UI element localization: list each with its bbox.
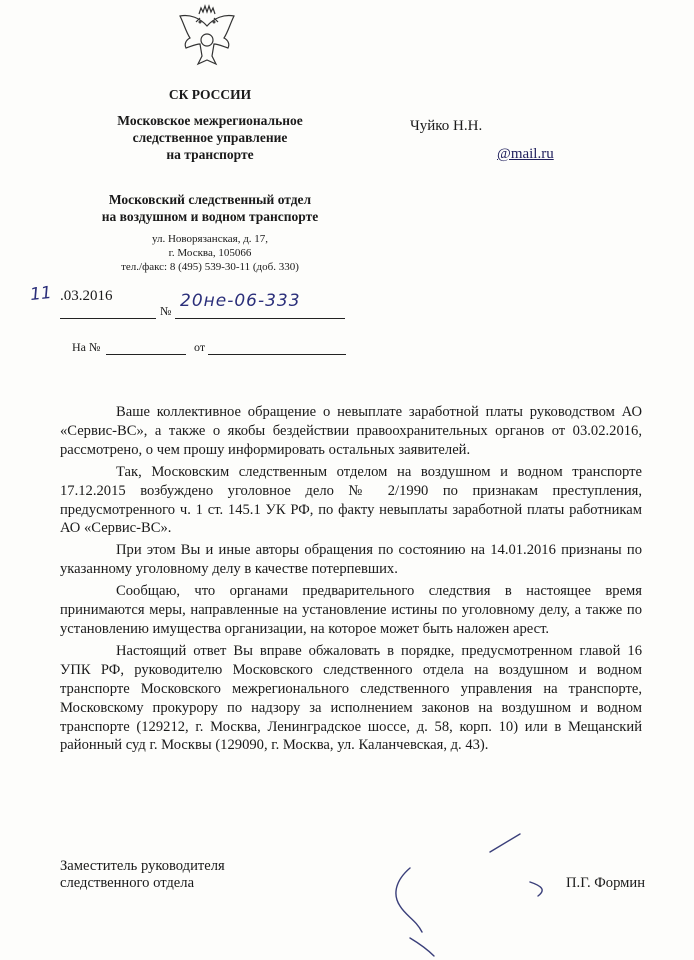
date-underline [60, 318, 156, 319]
russian-coat-of-arms-icon [172, 4, 242, 74]
phone-line: тел./факс: 8 (495) 539-30-11 (доб. 330) [121, 261, 299, 273]
paragraph: При этом Вы и иные авторы обращения по состоянию на 14.01.2016 признаны по указанному уголовному делу в качестве потерпевших. [60, 542, 642, 578]
date-handwritten: 11 [29, 282, 53, 306]
reg-number-underline [175, 318, 345, 319]
signatory-title-line-1: Заместитель руководителя [60, 858, 225, 874]
paragraph: Так, Московским следственным отделом на воздушном и водном транспорте 17.12.2015 возбуждено уголовное дело № 2/1990 по признакам преступления, предусмотренного ч. 1 ст. 145.1 УК РФ, по факту невыплаты заработной платы работникам АО «Сервис-ВС». [60, 463, 642, 537]
ref-label: На № [72, 340, 101, 354]
signatory-name: П.Г. Формин [566, 875, 646, 891]
letter-body [60, 403, 642, 758]
paragraph: Сообщаю, что органами предварительного следствия в настоящее время принимаются меры, направленные на установление истины по уголовному делу, а также по установлению имущества организации, на которое может быть наложен арест. [60, 583, 642, 637]
reg-number-prefix: № [160, 304, 172, 318]
org-line-3: на транспорте [166, 147, 254, 162]
dept-line-1: Московский следственный отдел [108, 192, 312, 207]
recipient-email[interactable]: @mail.ru [497, 146, 554, 162]
reg-number-handwritten: 20не-06-333 [180, 291, 301, 311]
recipient-name: Чуйко Н.Н. [410, 118, 483, 134]
signatory-title [60, 858, 225, 892]
date-printed: .03.2016 [60, 288, 113, 304]
address-line-2: г. Москва, 105066 [168, 247, 252, 259]
paragraph: Ваше коллективное обращение о невыплате заработной платы руководством АО «Сервис-ВС», а также о якобы бездействии правоохранительных органов от 03.02.2016, рассмотрено, о чем прошу информировать остальных заявителей. [60, 404, 642, 458]
org-line-2: следственное управление [132, 130, 288, 145]
handwritten-signature-icon [370, 820, 570, 960]
ref-from-label: от [194, 340, 206, 354]
paragraph: Настоящий ответ Вы вправе обжаловать в порядке, предусмотренном главой 16 УПК РФ, руководителю Московского следственного отдела на воздушном и водном транспорте Московского межрегионального следственного управления на транспорте, Московскому прокурору по надзору за исполнением законов на воздушном и водном транспорте (129212, г. Москва, Ленинградское шоссе, д. 58, корп. 10) или в Мещанский районный суд г. Москвы (129090, г. Москва, ул. Каланчевская, д. 43). [60, 642, 642, 754]
org-top: СК РОССИИ [168, 87, 252, 102]
address-line-1: ул. Новорязанская, д. 17, [151, 233, 269, 245]
dept-line-2: на воздушном и водном транспорте [101, 209, 319, 224]
ref-number-line [106, 354, 186, 355]
signatory-title-line-2: следственного отдела [60, 875, 195, 891]
org-line-1: Московское межрегиональное [117, 113, 303, 128]
ref-date-line [208, 354, 346, 355]
